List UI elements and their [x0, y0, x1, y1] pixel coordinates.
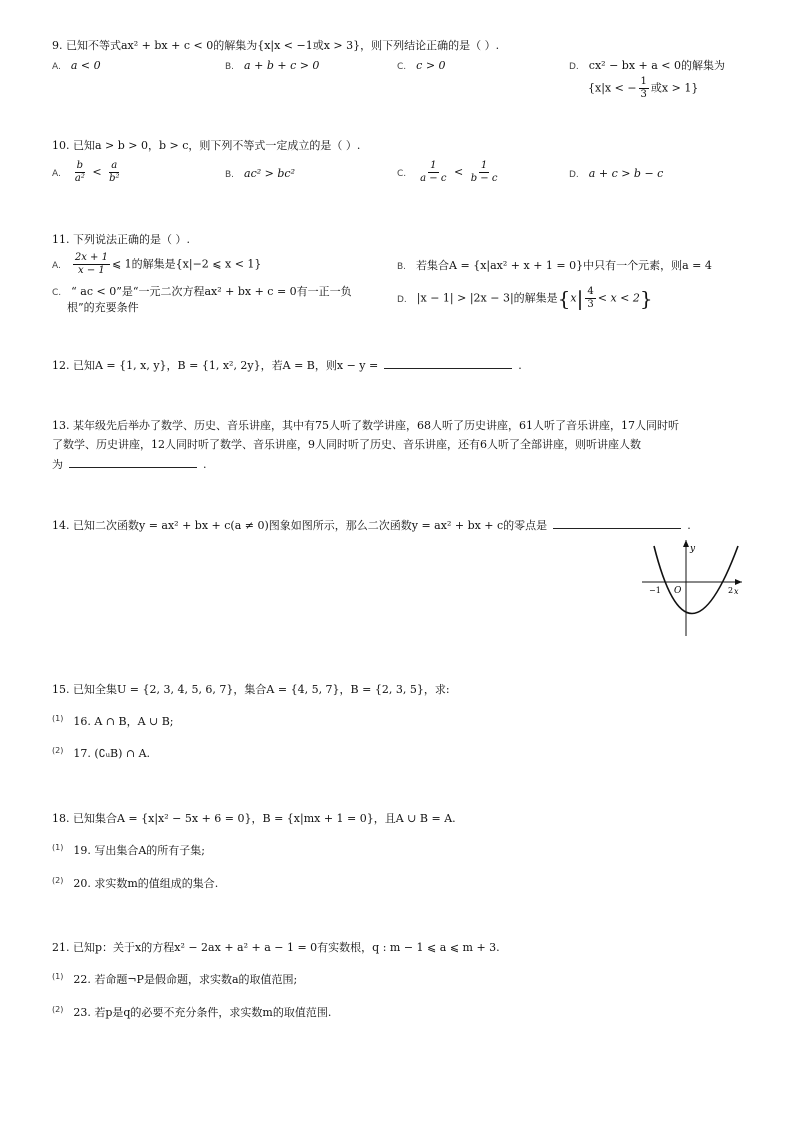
q9-d-post: 或x > 1}	[650, 81, 699, 95]
q9-option-b	[225, 58, 319, 75]
x-axis-label: x	[734, 587, 739, 596]
q11-a-post: ⩽ 1的解集是{x|−2 ⩽ x < 1}	[111, 257, 262, 271]
q9-option-c	[397, 58, 446, 75]
option-label: D.	[397, 294, 407, 305]
frac-den: b²	[109, 173, 120, 184]
q11-option-b-text: 若集合A = {x|ax² + x + 1 = 0}中只有一个元素，则a = 4	[416, 259, 712, 272]
option-label: B.	[225, 62, 235, 72]
question-14-stem: 14. 已知二次函数y = ax² + bx + c(a ≠ 0)图象如图所示，那么二次函数y = ax² + bx + c的零点是	[52, 519, 548, 532]
q15-sub1-text: 16. A ∩ B，A ∪ B;	[73, 715, 174, 728]
option-label: A.	[52, 168, 61, 179]
question-15-stem: 15. 已知全集U = {2, 3, 4, 5, 6, 7}，集合A = {4, 5, 7}，B = {2, 3, 5}，求:	[52, 683, 450, 696]
parabola-curve	[654, 546, 738, 614]
q11-d-set-post: < x < 2	[597, 291, 640, 305]
q11-option-a	[52, 252, 261, 277]
option-label: C.	[52, 288, 62, 298]
q14-end: .	[687, 519, 691, 532]
left-brace-icon: {	[557, 286, 571, 311]
q21-sub1-text: 22. 若命题¬P是假命题，求实数a的取值范围;	[73, 973, 298, 986]
question-12-stem: 12. 已知A = {1, x, y}，B = {1, x², 2y}，若A = B，则x − y =	[52, 359, 379, 372]
option-label: D.	[569, 62, 579, 72]
subquestion-tag: (1)	[52, 843, 64, 852]
q21-sub1	[52, 972, 297, 989]
frac-den: b − c	[470, 173, 498, 184]
option-label: D.	[569, 170, 579, 180]
q11-option-b	[397, 258, 712, 275]
q11-d-pre: |x − 1| > |2x − 3|的解集是	[416, 291, 558, 305]
q9-option-d-line1: cx² − bx + a < 0的解集为	[588, 59, 726, 72]
q10-option-b	[225, 166, 295, 183]
q15-sub1	[52, 714, 174, 731]
frac-den: a²	[74, 173, 85, 184]
q21-sub2-text: 23. 若p是q的必要不充分条件，求实数m的取值范围.	[73, 1006, 332, 1019]
x-axis-arrow-icon	[735, 579, 742, 585]
frac-num: a	[111, 160, 118, 171]
answer-blank[interactable]	[69, 456, 197, 468]
q10-option-d	[569, 166, 663, 183]
q10-c-op: <	[453, 165, 464, 179]
q10-option-c	[397, 160, 501, 185]
q10-option-b-text: ac² > bc²	[244, 167, 295, 180]
q18-sub1	[52, 843, 205, 860]
frac-den: a − c	[420, 173, 447, 184]
q12-end: .	[518, 359, 522, 372]
q9-option-c-text: c > 0	[416, 59, 446, 72]
frac-den: 3	[587, 299, 594, 310]
q13-line3-text: 为	[52, 458, 63, 471]
q9-option-b-text: a + b + c > 0	[244, 59, 320, 72]
q10-c-frac2	[469, 160, 500, 185]
subquestion-tag: (2)	[52, 876, 64, 885]
subquestion-tag: (2)	[52, 746, 64, 755]
q10-a-frac1	[73, 160, 87, 185]
q10-option-d-text: a + c > b − c	[588, 167, 664, 180]
option-label: C.	[397, 168, 407, 179]
q10-option-a	[52, 160, 123, 185]
q18-sub2-text: 20. 求实数m的值组成的集合.	[73, 877, 219, 890]
q21-sub2	[52, 1005, 331, 1022]
y-axis-arrow-icon	[683, 540, 689, 547]
question-10-stem: 10. 已知a > b > 0，b > c，则下列不等式一定成立的是（ ）.	[52, 139, 361, 152]
q11-option-c-line2: 根”的充要条件	[67, 301, 139, 314]
question-13-line3	[52, 456, 207, 473]
q11-a-frac	[73, 252, 110, 277]
q9-option-d	[569, 58, 725, 75]
question-21-stem: 21. 已知p：关于x的方程x² − 2ax + a² + a − 1 = 0有实数根，q : m − 1 ⩽ a ⩽ m + 3.	[52, 941, 500, 954]
option-label: A.	[52, 62, 61, 72]
right-brace-icon: }	[639, 286, 653, 311]
question-14	[52, 517, 691, 534]
option-label: A.	[52, 260, 61, 271]
origin-label: O	[674, 586, 682, 596]
question-9-stem: 9. 已知不等式ax² + bx + c < 0的解集为{x|x < −1或x > 3}，则下列结论正确的是（ ）.	[52, 39, 500, 52]
q18-sub1-text: 19. 写出集合A的所有子集;	[73, 844, 205, 857]
q18-sub2	[52, 876, 218, 893]
frac-den: x − 1	[78, 265, 105, 276]
question-18-stem: 18. 已知集合A = {x|x² − 5x + 6 = 0}，B = {x|mx + 1 = 0}，且A ∪ B = A.	[52, 812, 456, 825]
subquestion-tag: (2)	[52, 1005, 64, 1014]
q11-option-d	[397, 286, 653, 311]
option-label: B.	[397, 262, 407, 272]
frac-num: 4	[587, 286, 594, 297]
tick-label-2: 2	[728, 586, 734, 595]
q9-option-a-text: a < 0	[70, 59, 101, 72]
q13-end: .	[203, 458, 207, 471]
frac-num: b	[76, 160, 84, 171]
frac-num: 2x + 1	[74, 252, 108, 263]
q11-d-set-pre: x	[570, 291, 577, 305]
answer-blank[interactable]	[384, 357, 512, 369]
bar-icon: |	[576, 286, 584, 311]
subquestion-tag: (1)	[52, 714, 64, 723]
option-label: B.	[225, 170, 235, 180]
parabola-graph	[636, 536, 748, 638]
question-13-line1: 13. 某年级先后举办了数学、历史、音乐讲座，其中有75人听了数学讲座，68人听了历史讲座，61人听了音乐讲座，17人同时听	[52, 419, 679, 432]
q10-c-frac1	[418, 160, 448, 185]
q15-sub2-text: 17. (∁ᵤB) ∩ A.	[73, 747, 151, 760]
q10-a-frac2	[107, 160, 121, 185]
frac-num: 1	[480, 160, 488, 171]
frac-den: 3	[640, 89, 647, 100]
option-label: C.	[397, 62, 407, 72]
answer-blank[interactable]	[553, 517, 681, 529]
question-12	[52, 357, 522, 374]
q11-option-c	[52, 284, 352, 301]
subquestion-tag: (1)	[52, 972, 64, 981]
q10-a-op: <	[92, 165, 102, 179]
q11-d-frac	[585, 286, 595, 311]
q15-sub2	[52, 746, 150, 763]
q11-option-c-line1: “ ac < 0”是“一元二次方程ax² + bx + c = 0有一正一负	[71, 285, 352, 298]
q9-d-fraction	[639, 76, 649, 101]
q9-d-pre: {x|x < −	[588, 81, 637, 95]
question-11-stem: 11. 下列说法正确的是（ ）.	[52, 233, 190, 246]
q9-option-a	[52, 58, 101, 75]
question-13-line2: 了数学、历史讲座，12人同时听了数学、音乐讲座，9人同时听了历史、音乐讲座，还有6人听了全部讲座，则听讲座人数	[52, 438, 641, 451]
frac-num: 1	[640, 76, 647, 87]
y-axis-label: y	[690, 544, 696, 554]
frac-num: 1	[430, 160, 437, 171]
q9-option-d-line2	[588, 76, 698, 101]
tick-label-neg1: −1	[649, 586, 661, 595]
